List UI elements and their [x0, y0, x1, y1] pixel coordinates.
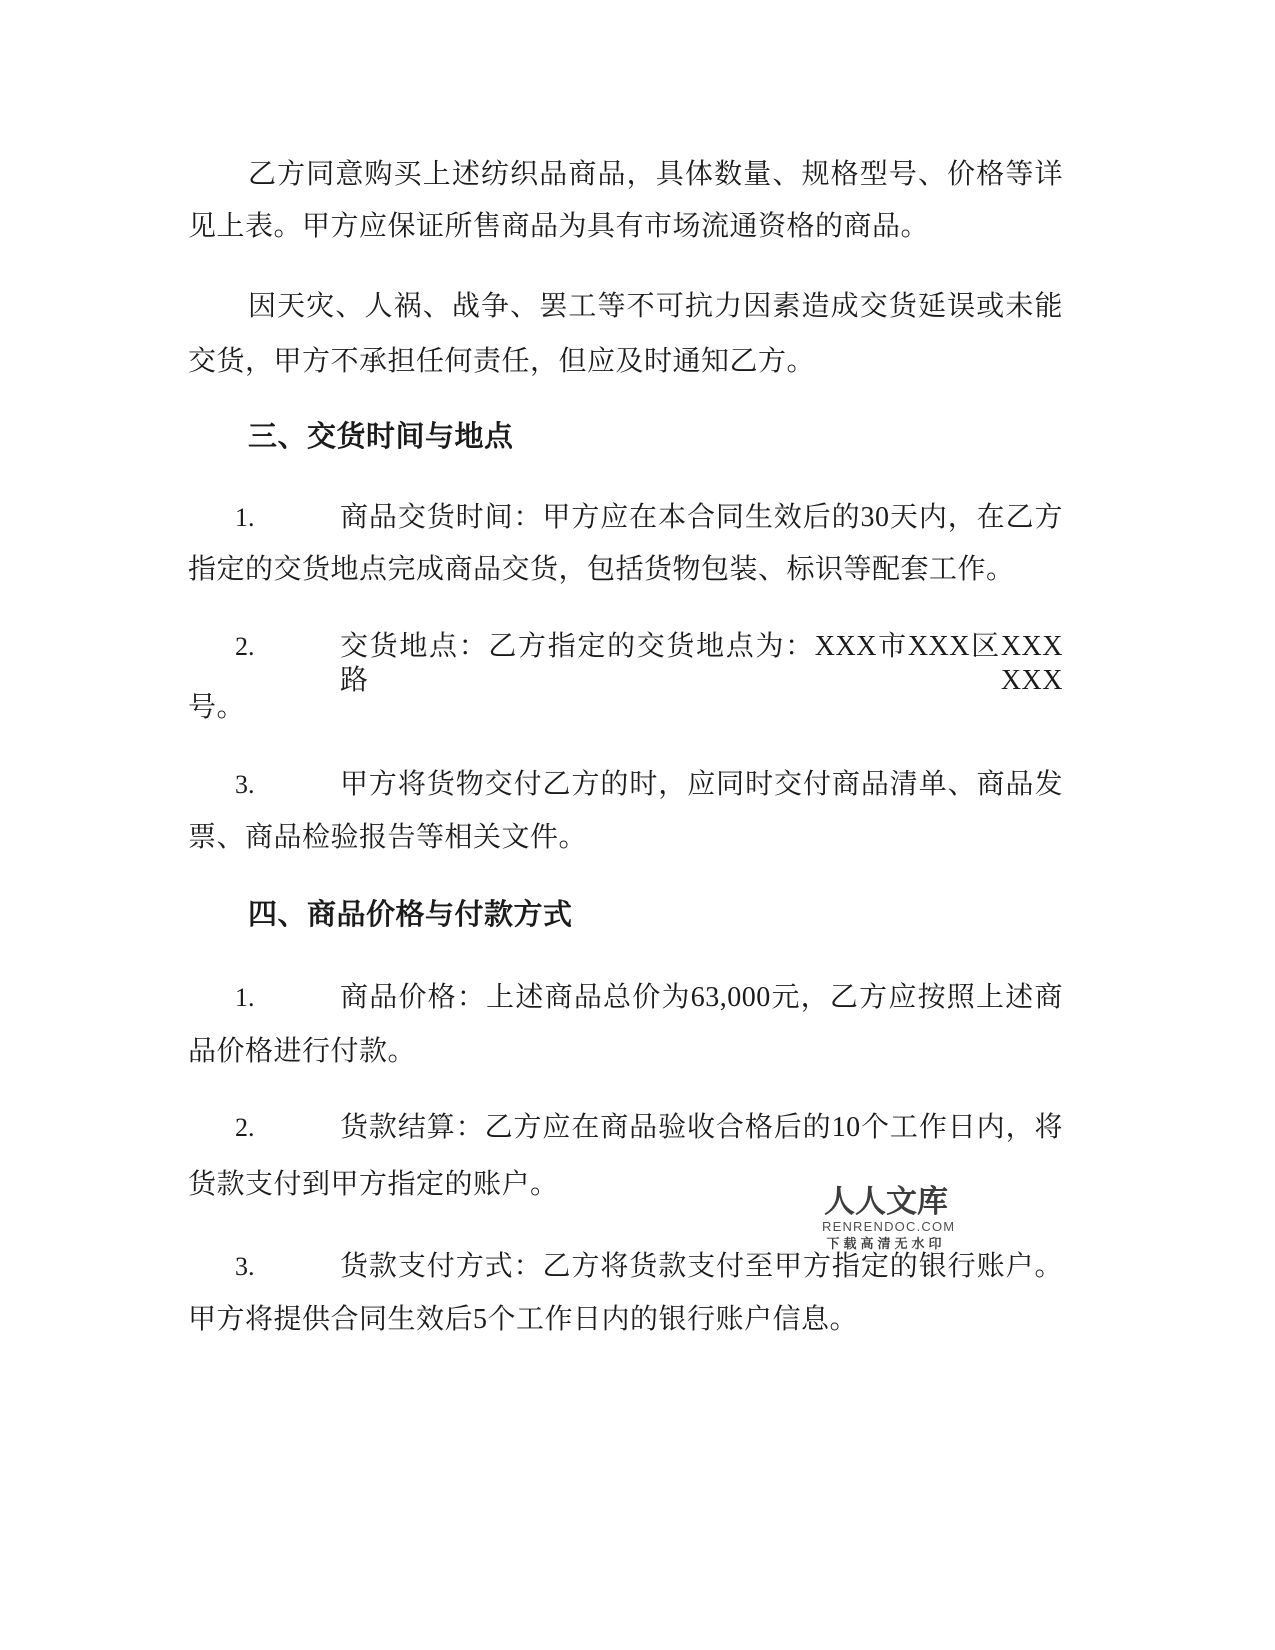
list-item-line-1: 货款结算：乙方应在商品验收合格后的10个工作日内，将 [340, 1112, 1063, 1143]
list-number: 2. [235, 1113, 255, 1142]
para-2-line-1: 因天灾、人祸、战争、罢工等不可抗力因素造成交货延误或未能 [248, 291, 1063, 322]
list-number: 1. [235, 503, 255, 532]
list-number: 3. [235, 770, 255, 799]
list-item-line-1: 商品价格：上述商品总价为63,000元，乙方应按照上述商 [340, 982, 1063, 1013]
list-number: 3. [235, 1252, 255, 1281]
watermark [822, 1184, 956, 1251]
list-item-line-1: 甲方将货物交付乙方的时，应同时交付商品清单、商品发 [340, 769, 1063, 800]
section-heading-4: 四、商品价格与付款方式 [248, 899, 573, 931]
para-1-line-1: 乙方同意购买上述纺织品商品，具体数量、规格型号、价格等详 [248, 159, 1063, 190]
list-number: 1. [235, 983, 255, 1012]
list-item-line-1: 交货地点：乙方指定的交货地点为：XXX市XXX区XXX路XXX [340, 631, 1063, 696]
list-item-line-2: 品价格进行付款。 [188, 1036, 417, 1067]
list-item-line-2: 票、商品检验报告等相关文件。 [188, 822, 588, 853]
list-item-line-2: 号。 [188, 692, 246, 723]
list-item-line-2: 指定的交货地点完成商品交货，包括货物包装、标识等配套工作。 [188, 554, 1015, 585]
para-1-line-2: 见上表。甲方应保证所售商品为具有市场流通资格的商品。 [188, 211, 930, 242]
list-item-line-1: 货款支付方式：乙方将货款支付至甲方指定的银行账户。 [340, 1251, 1063, 1282]
watermark-tagline: 下载高清无水印 [826, 1236, 946, 1251]
para-2-line-2: 交货，甲方不承担任何责任，但应及时通知乙方。 [188, 346, 816, 377]
watermark-domain: RENRENDOC.COM [822, 1219, 956, 1234]
list-item-line-1: 商品交货时间：甲方应在本合同生效后的30天内，在乙方 [340, 502, 1063, 533]
section-heading-3: 三、交货时间与地点 [248, 421, 514, 453]
list-number: 2. [235, 632, 255, 661]
watermark-logo-text: 人人文库 [824, 1184, 948, 1219]
list-item-line-2: 甲方将提供合同生效后5个工作日内的银行账户信息。 [188, 1304, 859, 1335]
list-item-line-2: 货款支付到甲方指定的账户。 [188, 1169, 559, 1200]
